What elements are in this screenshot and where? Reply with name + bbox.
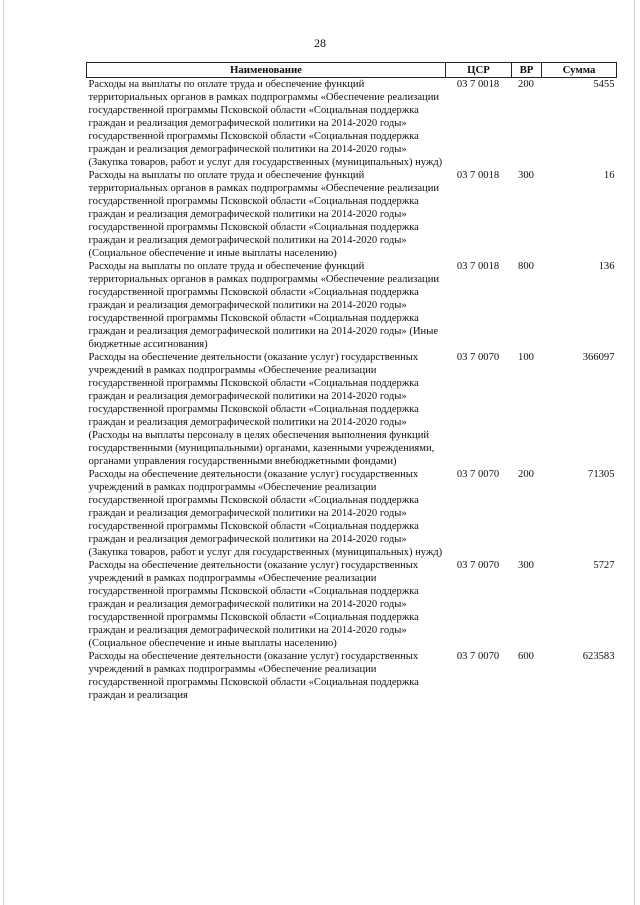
header-csr: ЦСР [446, 63, 512, 78]
cell-csr: 03 7 0018 [456, 79, 500, 90]
page-number: 28 [314, 36, 326, 50]
cell-csr: 03 7 0070 [456, 352, 500, 363]
cell-csr: 03 7 0018 [456, 261, 500, 272]
cell-csr: 03 7 0070 [456, 469, 500, 480]
cell-sum: 5455 [593, 79, 615, 90]
cell-sum: 366097 [582, 352, 615, 363]
cell-vr: 300 [518, 560, 534, 571]
header-vr: ВР [512, 63, 542, 78]
table-row [87, 78, 617, 170]
cell-vr: 200 [518, 469, 534, 480]
cell-sum: 71305 [588, 469, 615, 480]
cell-name: Расходы на выплаты по оплате труда и обеспечение функций территориальных органов в рамках подпрограммы «Обеспечение реализации государственной программы Псковской области «Социальная поддержка граждан и реализация демографической политики на 2014-2020 годы» государственной программы Псковской области «Социальная поддержка граждан и реализация демографической политики на 2014-2020 годы» (Иные бюджетные ассигнования) [88, 261, 440, 350]
cell-sum: 5727 [593, 560, 615, 571]
table-body [87, 78, 617, 703]
header-sum: Сумма [542, 63, 617, 78]
cell-name: Расходы на обеспечение деятельности (оказание услуг) государственных учреждений в рамках подпрограммы «Обеспечение реализации государственной программы Псковской области «Социальная поддержка граждан и реализация демографической политики на 2014-2020 годы» государственной программы Псковской области «Социальная поддержка граждан и реализация демографической политики на 2014-2020 годы» (Закупка товаров, работ и услуг для государственных (муниципальных) нужд) [88, 469, 443, 558]
scan-edge-left [3, 0, 4, 905]
cell-name: Расходы на обеспечение деятельности (оказание услуг) государственных учреждений в рамках подпрограммы «Обеспечение реализации государственной программы Псковской области «Социальная поддержка граждан и реализация демографической политики на 2014-2020 годы» государственной программы Псковской области «Социальная поддержка граждан и реализация демографической политики на 2014-2020 годы» (Расходы на выплаты персоналу в целях обеспечения выполнения функций государственными (муниципальными) органами, казенными учреждениями, органами управления государственными внебюджетными фондами) [88, 352, 435, 467]
cell-name: Расходы на выплаты по оплате труда и обеспечение функций территориальных органов в рамках подпрограммы «Обеспечение реализации государственной программы Псковской области «Социальная поддержка граждан и реализация демографической политики на 2014-2020 годы» государственной программы Псковской области «Социальная поддержка граждан и реализация демографической политики на 2014-2020 годы» (Социальное обеспечение и иные выплаты населению) [88, 170, 440, 259]
cell-name: Расходы на обеспечение деятельности (оказание услуг) государственных учреждений в рамках подпрограммы «Обеспечение реализации государственной программы Псковской области «Социальная поддержка граждан и реализация [88, 651, 419, 701]
cell-csr: 03 7 0070 [456, 651, 500, 662]
header-row [87, 63, 617, 78]
table-row [87, 169, 617, 260]
cell-sum: 623583 [582, 651, 615, 662]
cell-csr: 03 7 0018 [456, 170, 500, 181]
budget-table [86, 62, 617, 702]
table-row [87, 650, 617, 702]
table-row [87, 468, 617, 559]
cell-name: Расходы на обеспечение деятельности (оказание услуг) государственных учреждений в рамках подпрограммы «Обеспечение реализации государственной программы Псковской области «Социальная поддержка граждан и реализация демографической политики на 2014-2020 годы» государственной программы Псковской области «Социальная поддержка граждан и реализация демографической политики на 2014-2020 годы» (Социальное обеспечение и иные выплаты населению) [88, 560, 419, 649]
cell-vr: 100 [518, 352, 534, 363]
cell-csr: 03 7 0070 [456, 560, 500, 571]
cell-vr: 200 [518, 79, 534, 90]
header-name: Наименование [87, 63, 446, 78]
cell-vr: 300 [518, 170, 534, 181]
table-row [87, 351, 617, 468]
table-row [87, 559, 617, 650]
cell-name: Расходы на выплаты по оплате труда и обеспечение функций территориальных органов в рамках подпрограммы «Обеспечение реализации государственной программы Псковской области «Социальная поддержка граждан и реализация демографической политики на 2014-2020 годы» государственной программы Псковской области «Социальная поддержка граждан и реализация демографической политики на 2014-2020 годы» (Закупка товаров, работ и услуг для государственных (муниципальных) нужд) [88, 79, 443, 168]
cell-vr: 600 [518, 651, 534, 662]
cell-sum: 136 [598, 261, 615, 272]
table-header [87, 63, 617, 78]
cell-sum: 16 [603, 170, 615, 181]
scan-edge-right [634, 0, 635, 905]
table-row [87, 260, 617, 351]
cell-vr: 800 [518, 261, 534, 272]
